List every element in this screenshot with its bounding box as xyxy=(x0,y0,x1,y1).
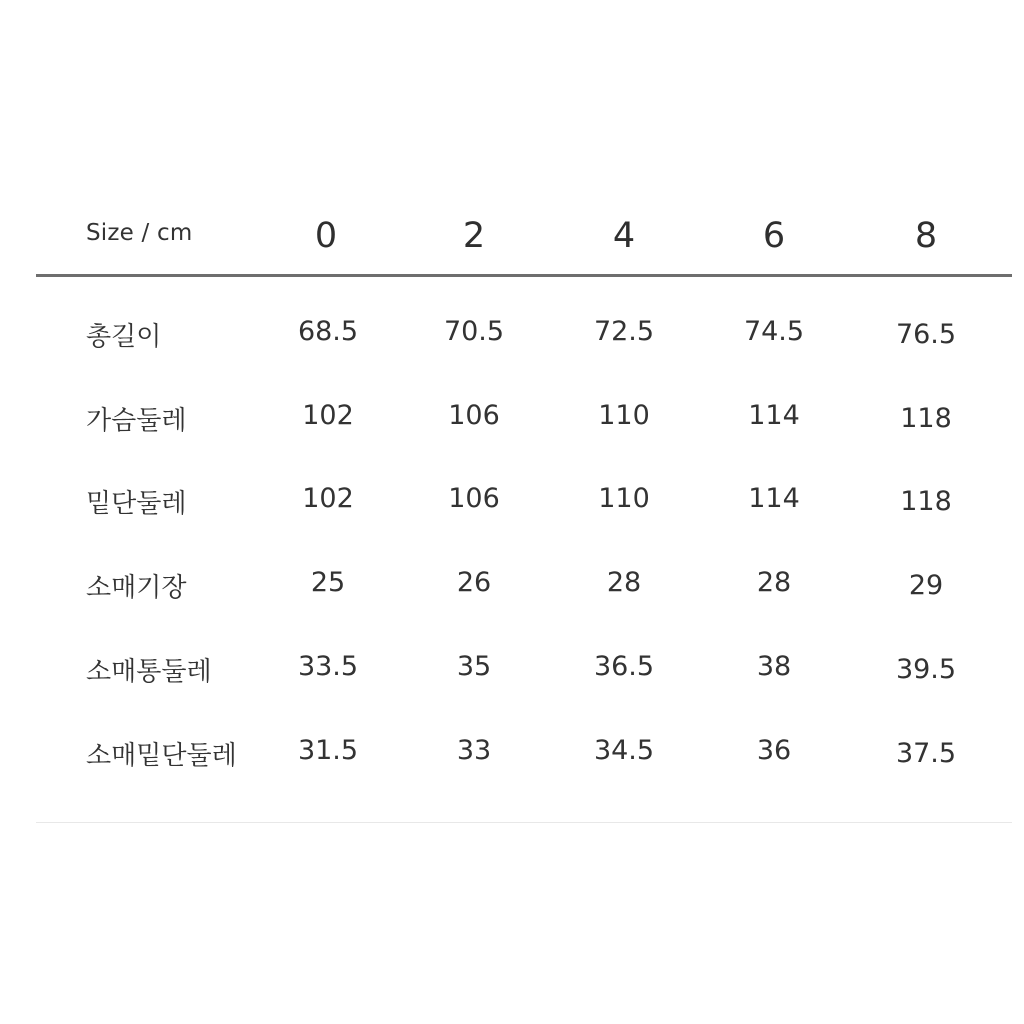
table-cell: 70.5 xyxy=(443,316,505,347)
size-column-2: 2 xyxy=(462,216,486,256)
table-bottom-divider xyxy=(36,822,1012,823)
table-cell: 74.5 xyxy=(743,316,805,347)
table-cell: 28 xyxy=(606,567,642,598)
size-column-0: 0 xyxy=(314,216,338,256)
table-cell: 25 xyxy=(310,567,346,598)
table-cell: 102 xyxy=(302,400,354,431)
table-cell: 33 xyxy=(456,735,492,766)
table-cell: 102 xyxy=(302,483,354,514)
table-cell: 68.5 xyxy=(297,316,359,347)
table-row-chest xyxy=(36,380,1012,464)
table-cell: 37.5 xyxy=(895,738,957,769)
size-chart-table xyxy=(36,200,1012,824)
table-row-total-length xyxy=(36,296,1012,380)
table-cell: 76.5 xyxy=(895,319,957,350)
table-cell: 36.5 xyxy=(593,651,655,682)
row-label: 소매기장 xyxy=(86,573,187,603)
size-unit-label: Size / cm xyxy=(86,220,193,246)
row-label: 총길이 xyxy=(86,322,162,352)
table-cell: 118 xyxy=(900,403,952,434)
table-cell: 72.5 xyxy=(593,316,655,347)
table-cell: 36 xyxy=(756,735,792,766)
row-label: 가슴둘레 xyxy=(86,406,187,436)
table-row-sleeve-hem xyxy=(36,715,1012,799)
table-cell: 106 xyxy=(448,400,500,431)
table-cell: 39.5 xyxy=(895,654,957,685)
table-cell: 38 xyxy=(756,651,792,682)
table-header-row xyxy=(36,200,1012,277)
table-cell: 114 xyxy=(748,483,800,514)
table-cell: 28 xyxy=(756,567,792,598)
size-column-6: 6 xyxy=(762,216,786,256)
table-row-sleeve-length xyxy=(36,547,1012,631)
table-cell: 35 xyxy=(456,651,492,682)
table-cell: 118 xyxy=(900,486,952,517)
row-label: 밑단둘레 xyxy=(86,489,187,519)
table-cell: 110 xyxy=(598,483,650,514)
table-cell: 106 xyxy=(448,483,500,514)
table-cell: 110 xyxy=(598,400,650,431)
table-row-sleeve-width xyxy=(36,631,1012,715)
table-cell: 34.5 xyxy=(593,735,655,766)
table-cell: 29 xyxy=(908,570,944,601)
size-column-4: 4 xyxy=(612,216,636,256)
table-cell: 33.5 xyxy=(297,651,359,682)
row-label: 소매통둘레 xyxy=(86,657,212,687)
table-cell: 26 xyxy=(456,567,492,598)
size-column-8: 8 xyxy=(914,216,938,256)
table-cell: 114 xyxy=(748,400,800,431)
table-cell: 31.5 xyxy=(297,735,359,766)
row-label: 소매밑단둘레 xyxy=(86,741,237,771)
table-row-hem xyxy=(36,463,1012,547)
